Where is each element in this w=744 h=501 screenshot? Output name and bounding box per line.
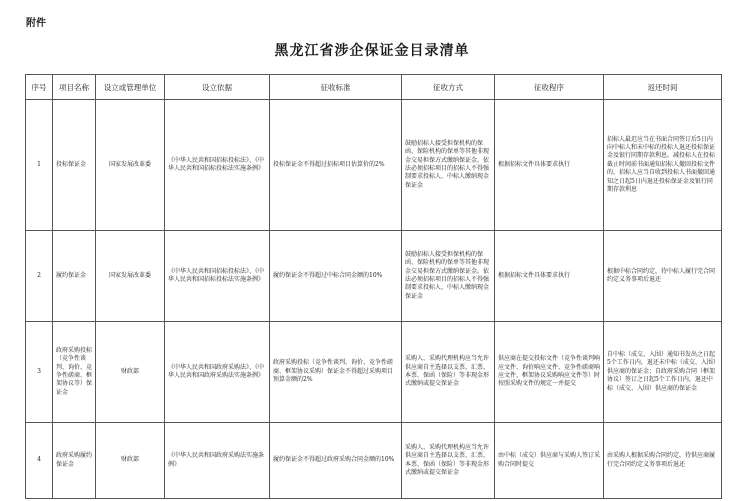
cell-procedure: 供应商在提交投标文件（竞争性谈判响应文件、询价响应文件、竞争性磋商响应文件、框架协议采购响应文件等）时按照采购文件的规定一并提交 (495, 322, 604, 423)
page-title: 黑龙江省涉企保证金目录清单 (274, 43, 470, 59)
cell-no: 2 (26, 231, 53, 322)
column-header-basis: 设立依据 (165, 75, 270, 100)
table-row (26, 322, 722, 423)
cell-name: 政府采购投标（竞争性谈判、询价、竞争性磋商、框架协议等）保证金 (53, 322, 96, 423)
cell-basis: 《中华人民共和国招标投标法》、《中华人民共和国招标投标法实施条例》 (165, 100, 270, 231)
cell-refund: 自中标（成交、入围）通知书发出之日起5个工作日内，退还未中标（成交、入围）供应商的保证金；自政府采购合同（框架协议）签订之日起5个工作日内，退还中标（成交、入围）供应商的保证金 (604, 322, 722, 423)
column-header-procedure: 征收程序 (495, 75, 604, 100)
column-header-standard: 征收标准 (270, 75, 402, 100)
cell-standard: 投标保证金不得超过招标项目估算价的2% (270, 100, 402, 231)
cell-method: 采购人、采购代理机构应当允许供应商自主选择以支票、汇票、本票、保函（保险）等非现金形式缴纳或提交保证金 (402, 423, 495, 499)
cell-refund: 招标人最迟应当在书面合同签订后5日内向中标人和未中标的投标人退还投标保证金及银行同期存款利息。减投标人在投标截止时间前书面通知招标人撤回投标文件的，招标人应当自收到投标人书面撤回通知之日起5日内退还投标保证金及银行同期存款利息 (604, 100, 722, 231)
table-header-row (26, 75, 722, 100)
attachment-label: 附件 (26, 18, 46, 29)
cell-standard: 履约保证金不得超过中标合同金额的10% (270, 231, 402, 322)
column-header-no: 序号 (26, 75, 53, 100)
cell-name: 政府采购履约保证金 (53, 423, 96, 499)
cell-basis: 《中华人民共和国政府采购法》、《中华人民共和国政府采购法实施条例》 (165, 322, 270, 423)
cell-refund: 根据中标合同约定，待中标人履行完合同约定义务事项后退还 (604, 231, 722, 322)
column-header-refund: 返还时间 (604, 75, 722, 100)
cell-basis: 《中华人民共和国招标投标法》、《中华人民共和国招标投标法实施条例》 (165, 231, 270, 322)
cell-no: 1 (26, 100, 53, 231)
table-row (26, 100, 722, 231)
cell-basis: 《中华人民共和国政府采购法实施条例》 (165, 423, 270, 499)
cell-procedure: 根据招标文件具体要求执行 (495, 231, 604, 322)
deposit-catalog-table (25, 74, 722, 499)
cell-standard: 政府采购投标（竞争性谈判、询价、竞争性磋商、框架协议采购）保证金不得超过采购项目预算金额的2% (270, 322, 402, 423)
column-header-unit: 设立或管理单位 (96, 75, 165, 100)
cell-unit: 国家发展改革委 (96, 100, 165, 231)
cell-method: 鼓励招标人接受担保机构的保函、保险机构的保单等其他非现金交易担保方式缴纳保证金。依法必须招标项目的招标人不得强制要求投标人、中标人缴纳现金保证金 (402, 100, 495, 231)
cell-standard: 履约保证金不得超过政府采购合同金额的10% (270, 423, 402, 499)
cell-no: 3 (26, 322, 53, 423)
cell-procedure: 根据招标文件具体要求执行 (495, 100, 604, 231)
table-row (26, 231, 722, 322)
column-header-name: 项目名称 (53, 75, 96, 100)
cell-method: 采购人、采购代理机构应当允许供应商自主选择以支票、汇票、本票、保函（保险）等非现金形式缴纳或提交保证金 (402, 322, 495, 423)
cell-unit: 财政部 (96, 423, 165, 499)
column-header-method: 征收方式 (402, 75, 495, 100)
cell-procedure: 由中标（成交）供应商与采购人签订采购合同时提交 (495, 423, 604, 499)
cell-method: 鼓励招标人接受担保机构的保函、保险机构的保单等其他非现金交易担保方式缴纳保证金。依法必须招标项目的招标人不得强制要求投标人、中标人缴纳现金保证金 (402, 231, 495, 322)
cell-name: 投标保证金 (53, 100, 96, 231)
cell-unit: 财政部 (96, 322, 165, 423)
table-row (26, 423, 722, 499)
cell-refund: 由采购人根据采购合同约定，待供应商履行完合同约定义务事项后退还 (604, 423, 722, 499)
cell-no: 4 (26, 423, 53, 499)
cell-unit: 国家发展改革委 (96, 231, 165, 322)
cell-name: 履约保证金 (53, 231, 96, 322)
